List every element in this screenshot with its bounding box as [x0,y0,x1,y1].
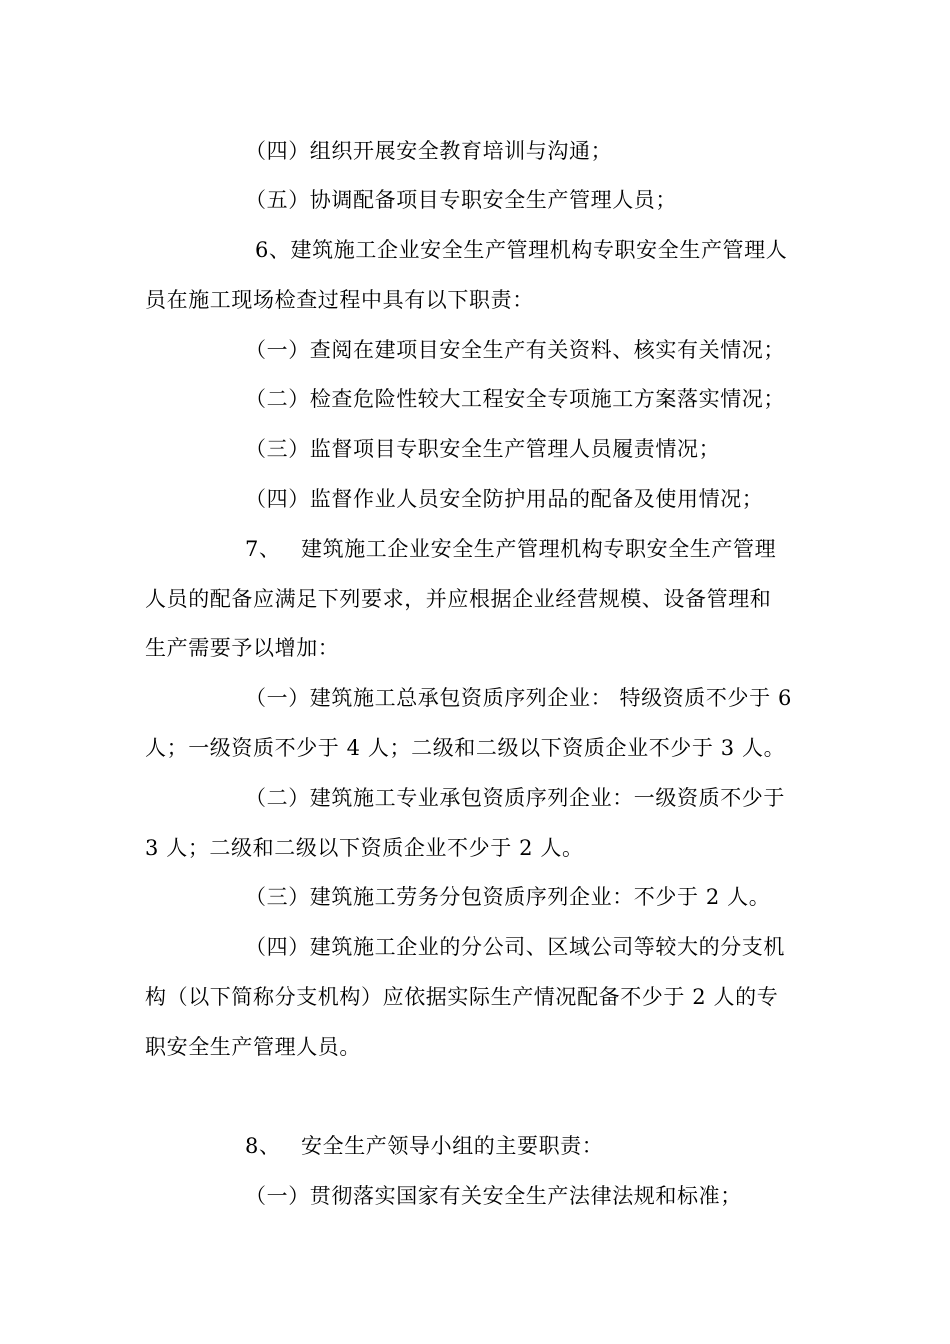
text-line: 员在施工现场检查过程中具有以下职责： [145,288,534,312]
text-line: （五）协调配备项目专职安全生产管理人员； [245,188,677,212]
text-line: （二）检查危险性较大工程安全专项施工方案落实情况； [245,387,785,411]
item-number: 8、 [245,1134,281,1158]
numbered-heading-7 [245,534,810,564]
text-line: 人员的配备应满足下列要求，并应根据企业经营规模、设备管理和 [145,587,772,611]
text-line: （四）建筑施工企业的分公司、区域公司等较大的分支机 [245,935,785,959]
text-line: （三）建筑施工劳务分包资质序列企业：不少于 2 人。 [245,885,771,909]
text-line: （四）组织开展安全教育培训与沟通； [245,139,613,163]
text-line: （一）查阅在建项目安全生产有关资料、核实有关情况； [245,338,785,362]
text-line: （一）建筑施工总承包资质序列企业： 特级资质不少于 6 [245,686,792,710]
numbered-heading-8 [245,1131,810,1161]
item-number: 7、 [245,537,281,561]
text-line: （三）监督项目专职安全生产管理人员履责情况； [245,437,721,461]
text-line: 构（以下简称分支机构）应依据实际生产情况配备不少于 2 人的专 [145,985,779,1009]
text-line: （四）监督作业人员安全防护用品的配备及使用情况； [245,487,764,511]
heading-text: 安全生产领导小组的主要职责： [301,1134,604,1158]
text-line: 生产需要予以增加： [145,636,340,660]
text-line: （二）建筑施工专业承包资质序列企业：一级资质不少于 [245,786,785,810]
heading-text: 建筑施工企业安全生产管理机构专职安全生产管理 [301,537,777,561]
text-line: （一）贯彻落实国家有关安全生产法律法规和标准； [245,1184,742,1208]
text-line: 6、建筑施工企业安全生产管理机构专职安全生产管理人 [255,238,788,262]
text-line: 人；一级资质不少于 4 人；二级和二级以下资质企业不少于 3 人。 [145,736,786,760]
text-line: 3 人；二级和二级以下资质企业不少于 2 人。 [145,836,584,860]
text-line: 职安全生产管理人员。 [145,1035,361,1059]
